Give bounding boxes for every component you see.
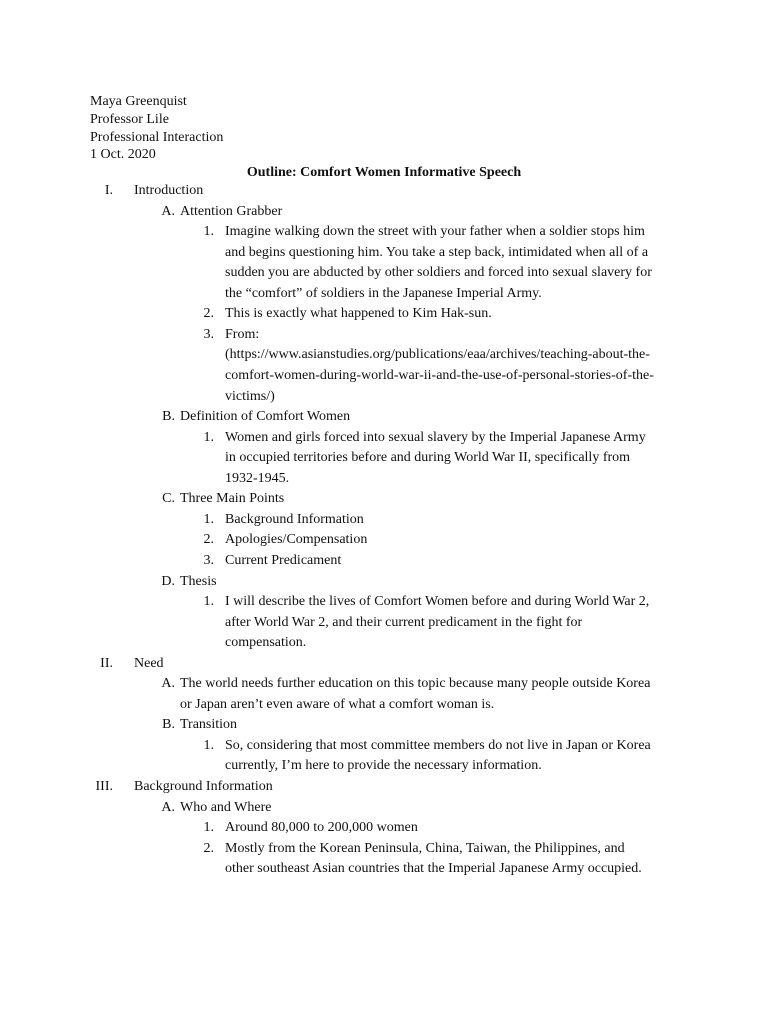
item-text-continued: currently, I’m here to provide the necessary information. xyxy=(225,758,542,774)
subsection-letter: A. xyxy=(161,203,175,219)
item-text-continued: sudden you are abducted by other soldiers and forced into sexual slavery for xyxy=(225,265,652,281)
subsection-letter: B. xyxy=(162,409,175,425)
outline-title: Outline: Comfort Women Informative Speech xyxy=(246,165,522,180)
course-name: Professional Interaction xyxy=(90,130,224,145)
subsection-text: or Japan aren’t even aware of what a comfort woman is. xyxy=(180,696,495,712)
item-text-continued: (https://www.asianstudies.org/publications/eaa/archives/teaching-about-the- xyxy=(225,347,650,363)
item-text: Mostly from the Korean Peninsula, China, Taiwan, the Philippines, and xyxy=(225,840,625,856)
item-text: This is exactly what happened to Kim Hak-sun. xyxy=(225,306,492,322)
item-number: 2. xyxy=(203,306,214,322)
item-number: 3. xyxy=(203,552,214,568)
item-text: Current Predicament xyxy=(225,552,342,568)
item-number: 2. xyxy=(203,840,214,856)
item-number: 3. xyxy=(203,326,214,342)
subsection-title: Definition of Comfort Women xyxy=(180,409,351,425)
item-text: Around 80,000 to 200,000 women xyxy=(225,820,418,835)
section-title: Need xyxy=(134,655,164,671)
item-number: 1. xyxy=(203,429,214,445)
item-text: From: xyxy=(225,326,260,342)
item-number: 1. xyxy=(203,737,214,753)
item-text-continued: victims/) xyxy=(225,388,275,404)
item-number: 2. xyxy=(203,532,214,548)
item-text: I will describe the lives of Comfort Women before and during World War 2, xyxy=(225,594,650,609)
item-text-continued: compensation. xyxy=(225,635,307,651)
item-text: So, considering that most committee members do not live in Japan or Korea xyxy=(225,737,651,753)
item-number: 1. xyxy=(203,511,214,527)
subsection-title: Thesis xyxy=(180,573,217,589)
item-text-continued: after World War 2, and their current predicament in the fight for xyxy=(225,614,583,630)
item-number: 1. xyxy=(203,594,214,609)
item-text-continued: 1932-1945. xyxy=(225,470,290,486)
item-text-continued: comfort-women-during-world-war-ii-and-the-use-of-personal-stories-of-the- xyxy=(225,368,654,383)
item-text-continued: and begins questioning him. You take a step back, intimidated when all of a xyxy=(225,244,649,260)
subsection-letter: D. xyxy=(161,573,175,589)
subsection-letter: B. xyxy=(162,717,175,733)
subsection-title: Three Main Points xyxy=(180,491,285,507)
section-numeral: II. xyxy=(100,655,113,671)
subsection-letter: A. xyxy=(161,799,175,815)
item-text-continued: in occupied territories before and during World War II, specifically from xyxy=(225,450,631,466)
item-number: 1. xyxy=(203,820,214,835)
item-text: Imagine walking down the street with your father when a soldier stops him xyxy=(225,224,645,240)
date: 1 Oct. 2020 xyxy=(90,147,156,162)
item-text-continued: the “comfort” of soldiers in the Japanese Imperial Army. xyxy=(225,285,542,301)
subsection-title: Attention Grabber xyxy=(180,203,283,219)
item-text-continued: other southeast Asian countries that the Imperial Japanese Army occupied. xyxy=(225,861,642,877)
professor-name: Professor Lile xyxy=(90,112,169,127)
subsection-title: The world needs further education on this topic because many people outside Korea xyxy=(180,676,651,692)
author-name: Maya Greenquist xyxy=(90,94,187,109)
section-title: Introduction xyxy=(134,183,204,198)
section-numeral: I. xyxy=(104,183,113,198)
item-text: Women and girls forced into sexual slavery by the Imperial Japanese Army xyxy=(225,429,646,445)
item-text: Background Information xyxy=(225,511,364,527)
subsection-letter: C. xyxy=(162,491,175,507)
item-number: 1. xyxy=(203,224,214,240)
subsection-letter: A. xyxy=(161,676,175,692)
item-text: Apologies/Compensation xyxy=(225,532,368,548)
section-numeral: III. xyxy=(95,778,113,794)
subsection-title: Transition xyxy=(180,717,238,733)
subsection-title: Who and Where xyxy=(180,799,272,815)
section-title: Background Information xyxy=(134,778,273,794)
